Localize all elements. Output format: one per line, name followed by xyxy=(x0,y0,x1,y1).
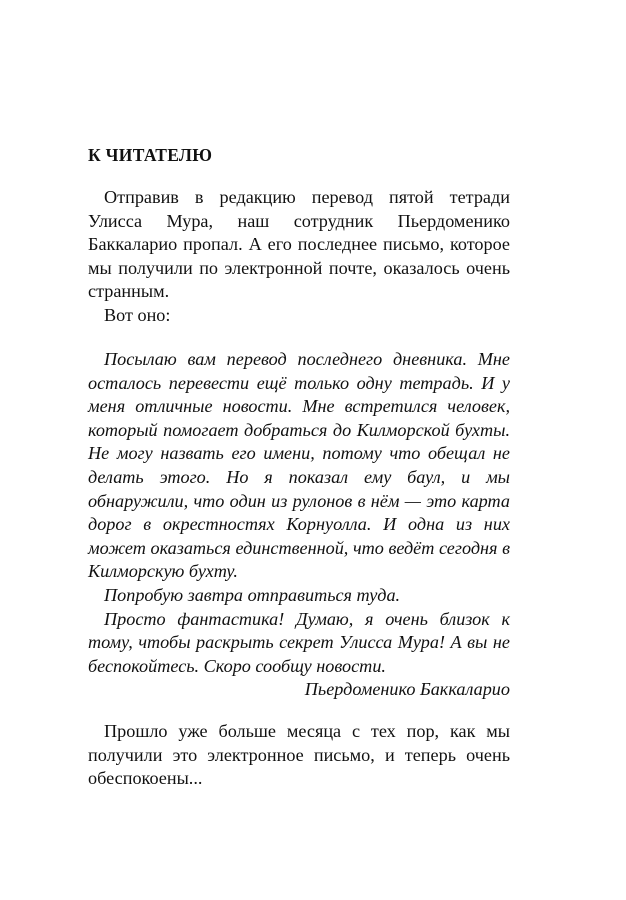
intro-text xyxy=(88,186,510,328)
letter-paragraph: Попробую завтра отправиться туда. xyxy=(104,584,401,605)
book-page xyxy=(88,0,510,900)
paragraph: Вот оно: xyxy=(104,304,171,325)
section-heading: К ЧИТАТЕЛЮ xyxy=(88,145,213,165)
letter-paragraph: Посылаю вам перевод последнего дневника. Мне осталось перевести ещё только одну тетрадь. И у меня отличные новости. Мне встретился человек, который помогает добраться до Килморской бухты. Не могу назвать его имени, потому что обещал не делать этого. Но я показал ему баул, и мы обнаружили, что один из рулонов в нём — это карта дорог в окрестностях Корнуолла. И одна из них может оказаться единственной, что ведёт сегодня в Килморскую бухту. xyxy=(88,349,510,582)
paragraph: Отправив в редакцию перевод пятой тетради Улисса Мура, наш сотрудник Пьердоменико Баккаларио пропал. А его последнее письмо, которое мы получили по электронной почте, оказалось очень странным. xyxy=(88,187,510,302)
letter-paragraph: Просто фантастика! Думаю, я очень близок к тому, чтобы раскрыть секрет Улисса Мура! А вы не беспокойтесь. Скоро сообщу новости. xyxy=(88,608,510,676)
quoted-letter xyxy=(88,348,510,702)
outro-text xyxy=(88,720,510,791)
letter-signature: Пьердоменико Баккаларио xyxy=(304,679,510,700)
paragraph: Прошло уже больше месяца с тех пор, как мы получили это электронное письмо, и теперь очень обеспокоены... xyxy=(88,721,510,789)
